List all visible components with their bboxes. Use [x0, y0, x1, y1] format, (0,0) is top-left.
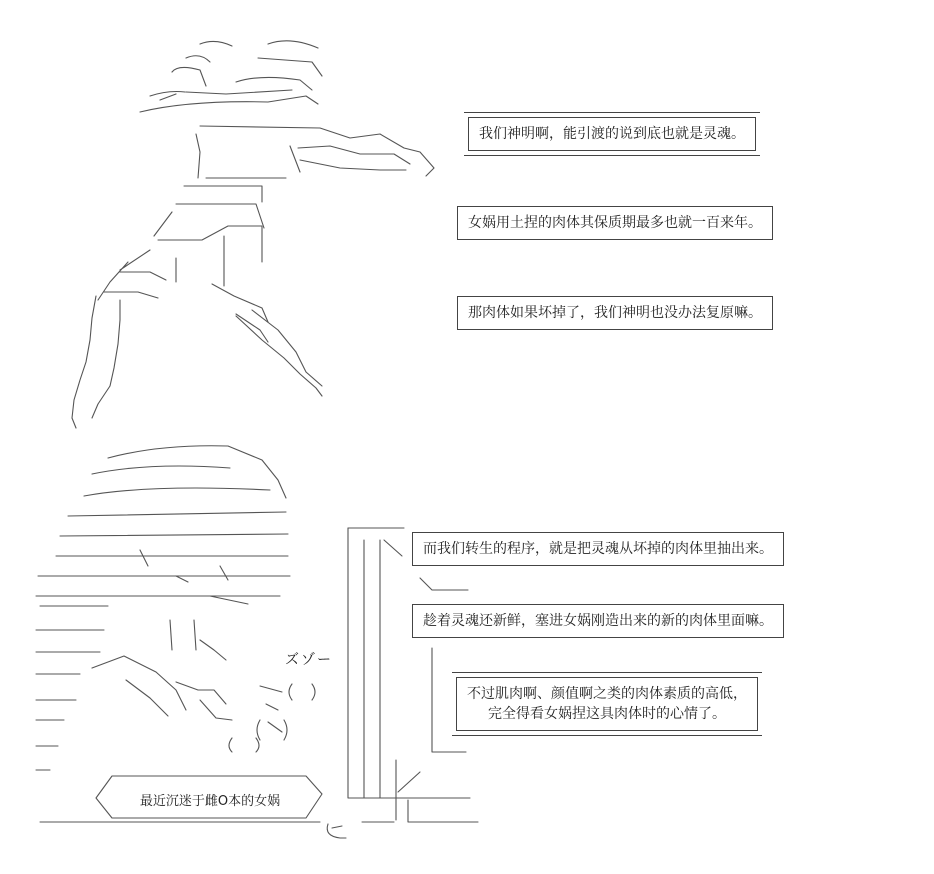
bubble-text-2: 女娲用土捏的肉体其保质期最多也就一百来年。: [468, 215, 762, 231]
bubble-text-4: 而我们转生的程序，就是把灵魂从坏掉的肉体里抽出来。: [423, 541, 773, 557]
speech-bubble-6: [456, 677, 758, 731]
bubble-text-6b: 完全得看女娲捏这具肉体时的心情了。: [488, 706, 726, 722]
top-figure: [72, 41, 434, 428]
speech-bubble-1: [468, 117, 756, 151]
speech-bubble-2: [457, 206, 773, 240]
bubble-text-6a: 不过肌肉啊、颜值啊之类的肉体素质的高低，: [467, 686, 747, 702]
speech-bubble-4: [412, 532, 784, 566]
sound-effect-text: ズゾー: [285, 652, 333, 668]
bottom-figure: [36, 446, 346, 838]
speech-bubble-5: [412, 604, 784, 638]
caption-label: 最近沉迷于雌O本的女娲: [139, 794, 281, 809]
speech-bubble-3: [457, 296, 773, 330]
bubble-text-1: 我们神明啊，能引渡的说到底也就是灵魂。: [479, 126, 745, 142]
bubble-text-5: 趁着灵魂还新鲜，塞进女娲刚造出来的新的肉体里面嘛。: [423, 613, 773, 629]
frame-lines: [348, 528, 478, 822]
bubble-text-3: 那肉体如果坏掉了，我们神明也没办法复原嘛。: [468, 305, 762, 321]
